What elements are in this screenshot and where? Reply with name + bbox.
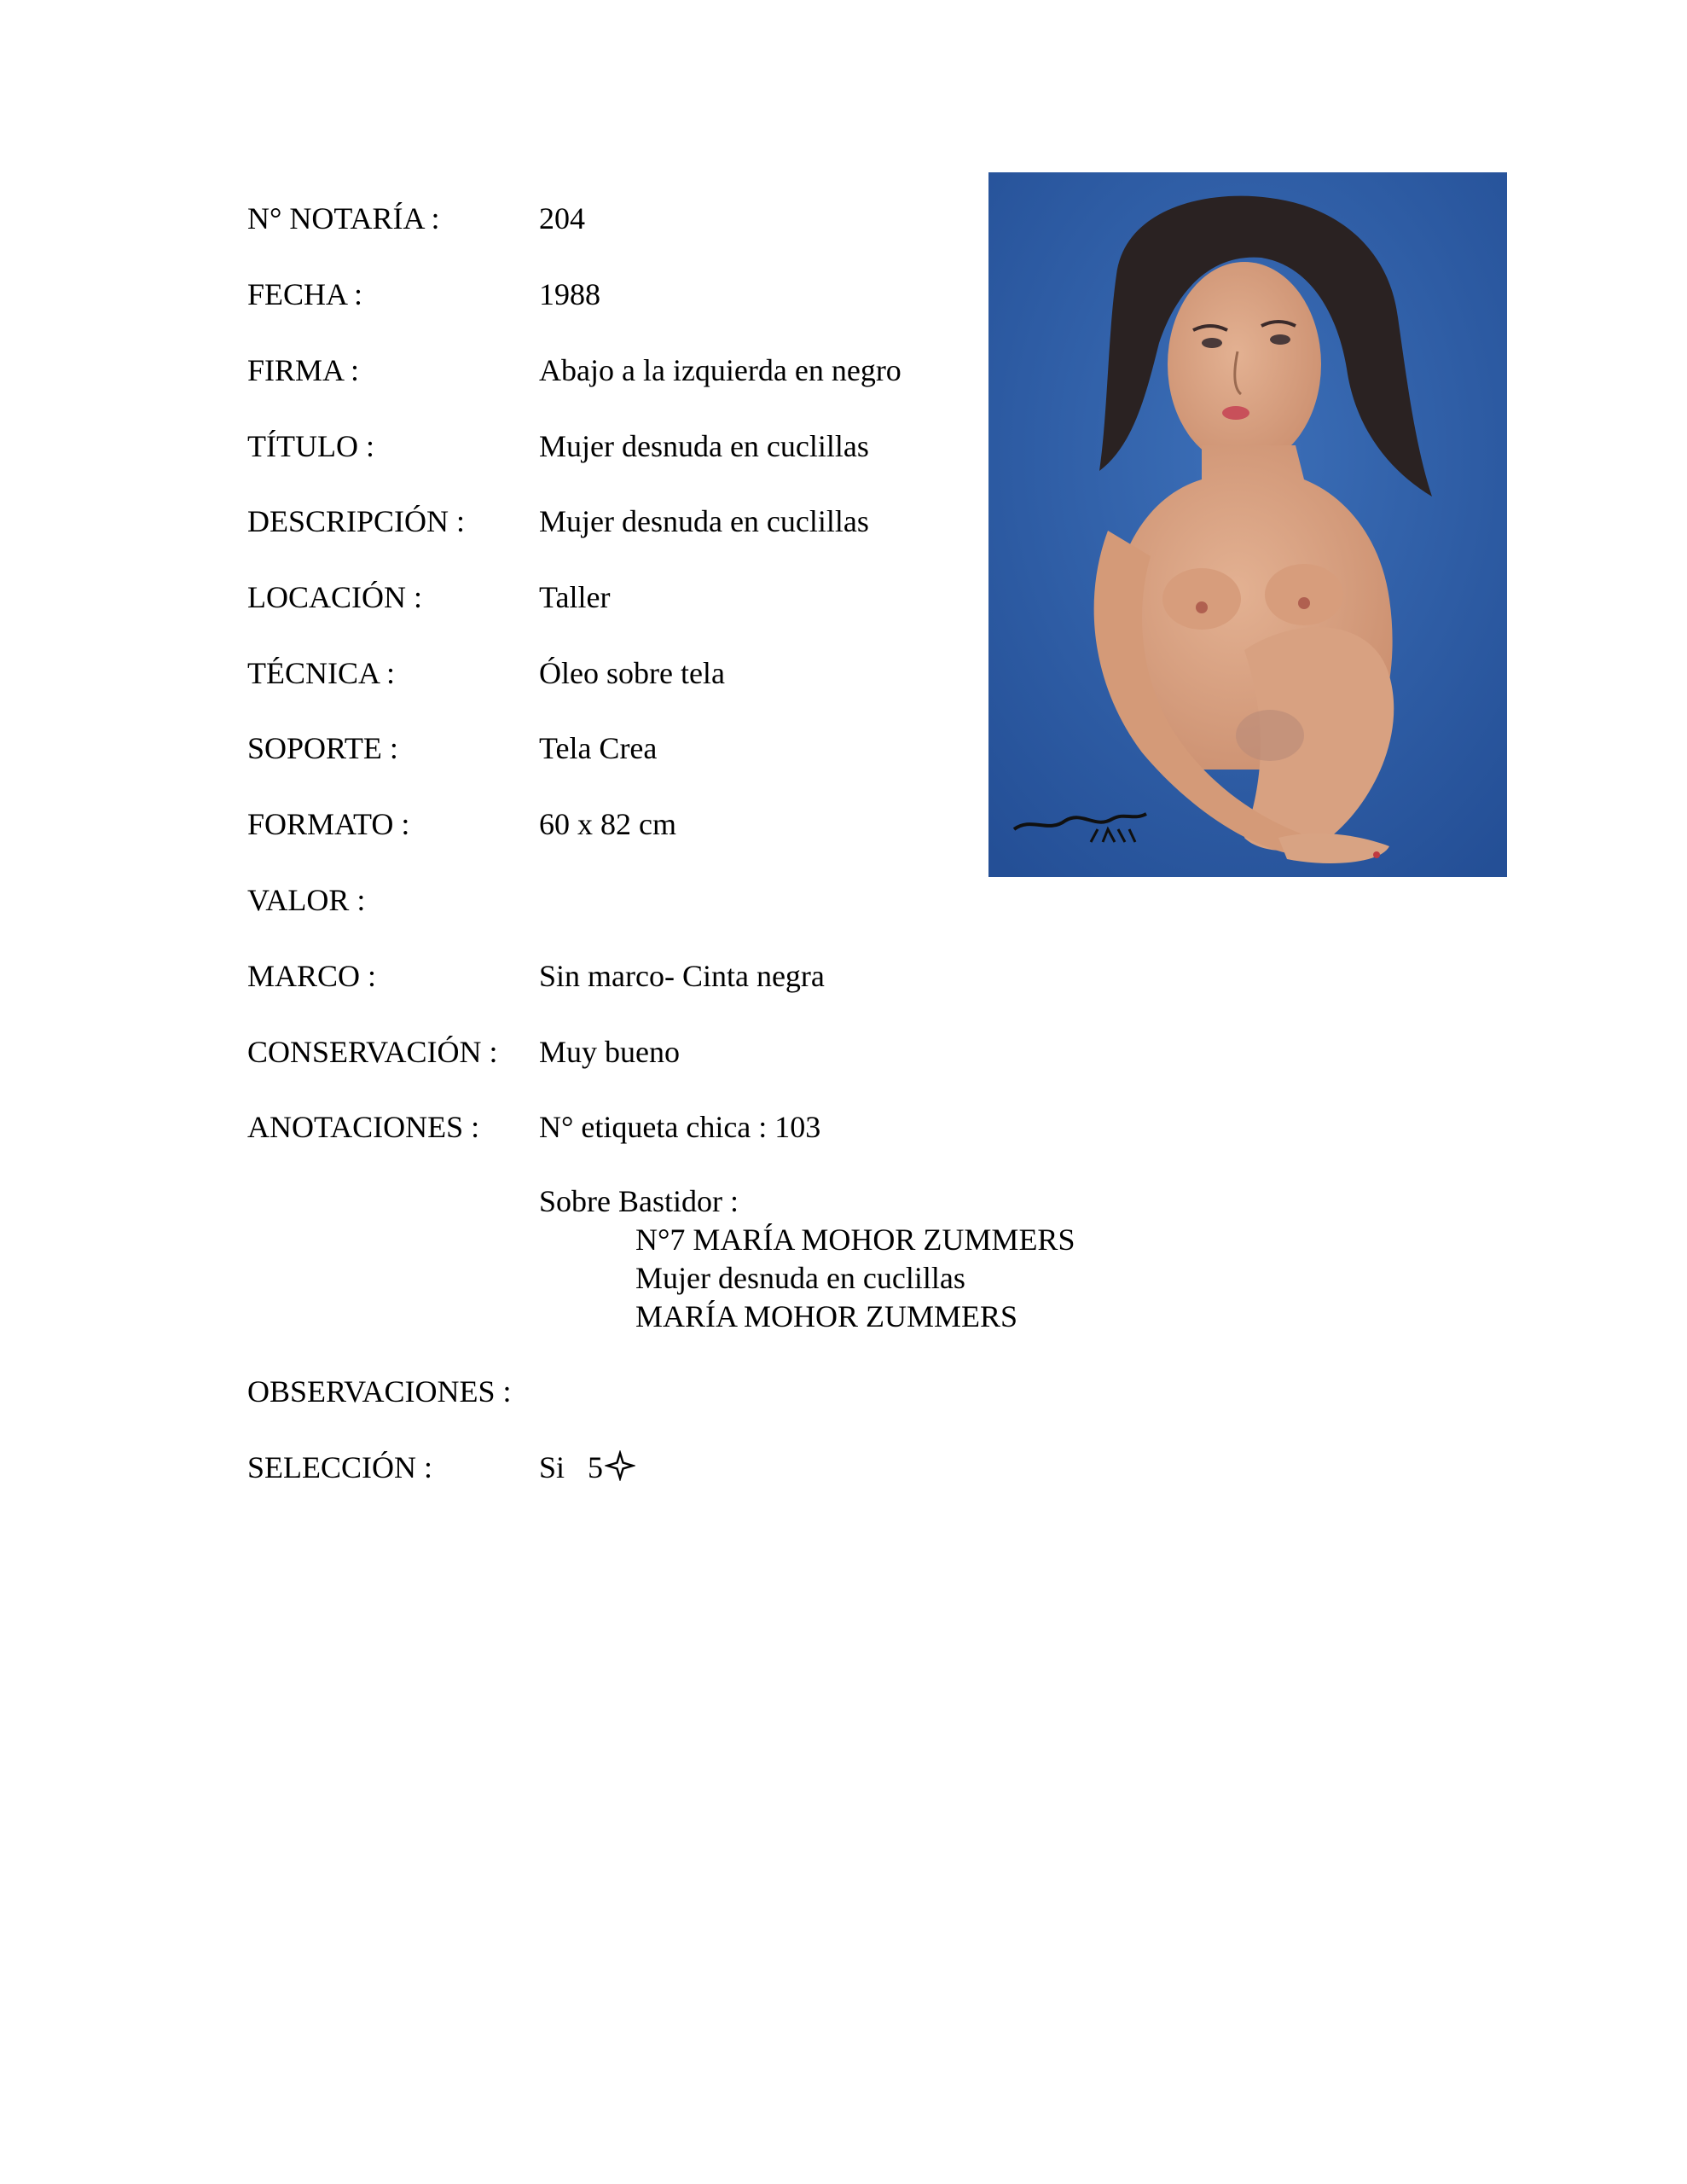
field-label: ANOTACIONES :: [247, 1110, 480, 1144]
field-label: CONSERVACIÓN :: [247, 1035, 498, 1069]
field-value: Muy bueno: [539, 1035, 680, 1069]
field-label: FORMATO :: [247, 807, 410, 841]
field-label: SOPORTE :: [247, 731, 398, 765]
field-value: Óleo sobre tela: [539, 656, 725, 690]
field-label: DESCRIPCIÓN :: [247, 504, 466, 538]
field-label: FECHA :: [247, 277, 363, 311]
field-value: Sin marco- Cinta negra: [539, 959, 825, 993]
field-value: Mujer desnuda en cuclillas: [539, 504, 869, 538]
four-point-star-icon: [605, 1450, 635, 1481]
field-value: 60 x 82 cm: [539, 807, 676, 841]
field-label: VALOR :: [247, 883, 366, 917]
field-label: LOCACIÓN :: [247, 580, 422, 614]
field-value: 204: [539, 201, 585, 235]
field-value: [539, 1447, 635, 1488]
field-label: FIRMA :: [247, 353, 360, 387]
field-label: TÉCNICA :: [247, 656, 396, 690]
field-label: N° NOTARÍA :: [247, 201, 440, 235]
field-value: Tela Crea: [539, 731, 658, 765]
bastidor-line: N°7 MARÍA MOHOR ZUMMERS: [635, 1223, 1075, 1257]
field-value: N° etiqueta chica : 103: [539, 1110, 821, 1144]
bastidor-heading: Sobre Bastidor :: [539, 1184, 739, 1218]
seleccion-text: Si 5: [539, 1450, 604, 1484]
field-value: Mujer desnuda en cuclillas: [539, 429, 869, 463]
field-label: MARCO :: [247, 959, 377, 993]
field-value: Abajo a la izquierda en negro: [539, 353, 901, 387]
field-value: Taller: [539, 580, 611, 614]
field-label: OBSERVACIONES :: [247, 1374, 512, 1409]
bastidor-line: MARÍA MOHOR ZUMMERS: [635, 1299, 1018, 1333]
field-value: 1988: [539, 277, 600, 311]
field-label: TÍTULO :: [247, 429, 374, 463]
bastidor-line: Mujer desnuda en cuclillas: [635, 1261, 965, 1295]
painting-image: [988, 172, 1507, 877]
field-label: SELECCIÓN :: [247, 1450, 433, 1484]
